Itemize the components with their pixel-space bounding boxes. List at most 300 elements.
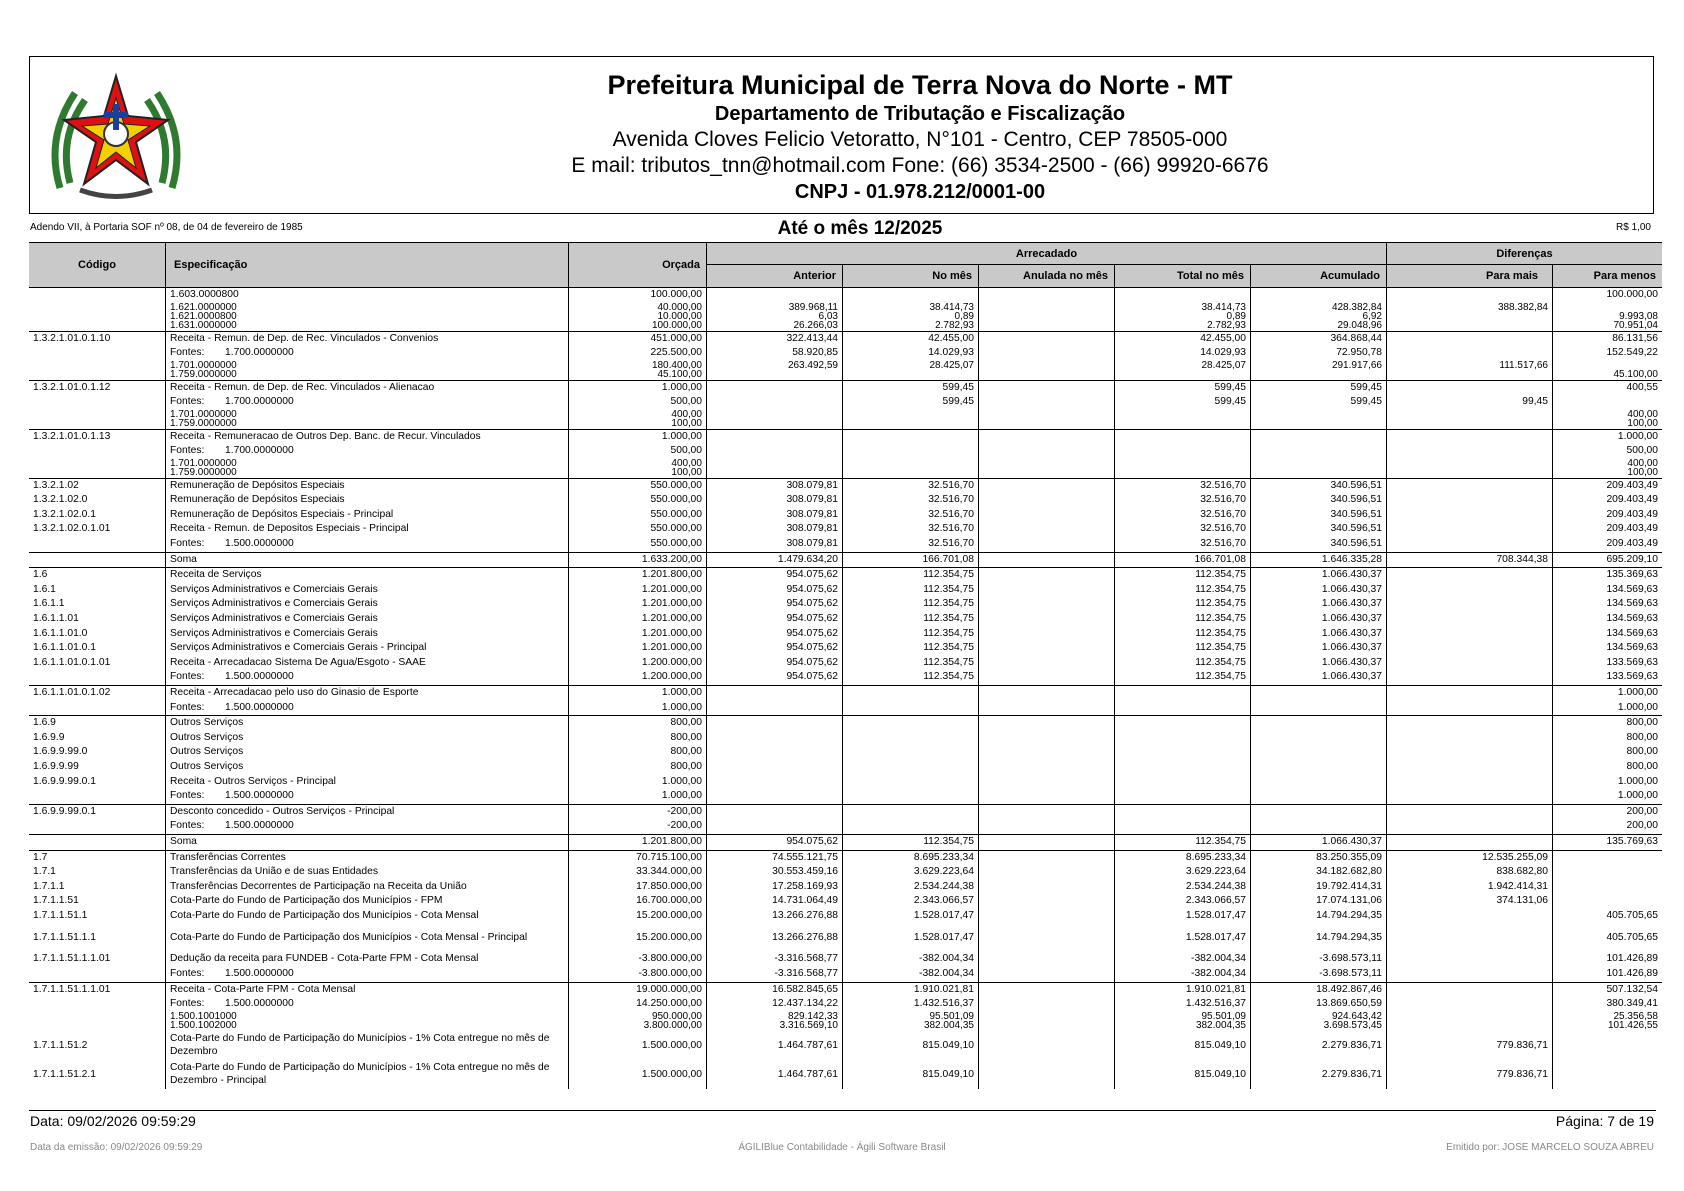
cell-mes: 815.049,10 <box>843 1060 979 1089</box>
table-body <box>29 288 1662 1089</box>
cell-orc: 100,00 <box>569 468 707 477</box>
cell-orc: 800,00 <box>569 760 707 775</box>
cell-cod <box>29 789 166 804</box>
cell-mes: 112.354,75 <box>843 627 979 642</box>
cell-spec: Transferências Correntes <box>166 851 569 866</box>
table-row <box>29 894 1662 909</box>
cell-spec <box>166 670 569 685</box>
table-row <box>29 478 1662 494</box>
cell-pn: 134.569,63 <box>1606 642 1658 654</box>
cell-anu <box>979 612 1115 627</box>
cell-tot: 112.354,75 <box>1115 670 1251 685</box>
cell-cod: 1.7.1.1.51.2.1 <box>29 1060 166 1089</box>
cell-pn: 135.769,63 <box>1606 835 1658 847</box>
cell-tot <box>1115 745 1251 760</box>
cell-orc: 950.000,00 <box>569 1012 707 1021</box>
cell-tot: 1.432.516,37 <box>1115 997 1251 1012</box>
cell-orc: 3.800.000,00 <box>569 1021 707 1030</box>
cell-mes <box>843 288 979 303</box>
cell-ant: 308.079,81 <box>707 537 843 552</box>
cell-tot: 1.528.017,47 <box>1115 923 1251 952</box>
table-row <box>29 552 1662 568</box>
cell-orc: 1.201.000,00 <box>569 641 707 656</box>
cell-ant: 308.079,81 <box>707 493 843 508</box>
cell-tot <box>1115 444 1251 459</box>
cell-orc: 225.500,00 <box>569 346 707 361</box>
cell-pm <box>1387 745 1553 760</box>
cell-ant: 14.731.064,49 <box>707 894 843 909</box>
cell-pm <box>1387 288 1553 303</box>
cell-pm <box>1387 430 1553 445</box>
cell-ant <box>707 760 843 775</box>
cell-mes: 28.425,07 <box>843 361 979 370</box>
table-row <box>29 459 1662 468</box>
cell-pm <box>1387 381 1553 396</box>
cell-tot <box>1115 468 1251 477</box>
table-row <box>29 715 1662 731</box>
cell-anu <box>979 745 1115 760</box>
cell-mes: 32.516,70 <box>843 508 979 523</box>
cell-pn: 133.569,63 <box>1606 671 1658 683</box>
cell-pn: 400,00 <box>1627 409 1658 420</box>
cell-pn: 209.403,49 <box>1606 508 1658 520</box>
cell-cod <box>29 967 166 982</box>
cell-ant: 16.582.845,65 <box>707 983 843 998</box>
cell-tot: 2.343.066,57 <box>1115 894 1251 909</box>
cell-mes <box>843 731 979 746</box>
cell-pn <box>1553 880 1662 895</box>
fontes-label: Fontes: <box>170 998 205 1010</box>
cell-spec: Serviços Administrativos e Comerciais Gerais <box>166 597 569 612</box>
cell-pn: 405.705,65 <box>1606 909 1658 921</box>
cell-ant: 263.492,59 <box>707 361 843 370</box>
cell-pn: 45.100,00 <box>1613 370 1658 380</box>
cell-orc: 70.715.100,00 <box>569 851 707 866</box>
cell-acu: -3.698.573,11 <box>1251 952 1387 967</box>
cell-orc: 1.000,00 <box>569 430 707 445</box>
cell-orc: 550.000,00 <box>569 508 707 523</box>
cell-pm <box>1387 522 1553 537</box>
cell-orc: 1.000,00 <box>569 381 707 396</box>
cell-acu: 34.182.682,80 <box>1251 865 1387 880</box>
cell-pm <box>1387 508 1553 523</box>
cell-pm <box>1387 641 1553 656</box>
cell-acu: 6,92 <box>1251 312 1387 321</box>
cell-acu: 1.066.430,37 <box>1251 835 1387 850</box>
cell-ant <box>707 430 843 445</box>
cell-pn: 400,55 <box>1626 381 1658 393</box>
cell-cod <box>29 321 166 330</box>
cell-pn: 101.426,55 <box>1607 1021 1658 1031</box>
cell-orc: 500,00 <box>569 444 707 459</box>
cell-tot: 382.004,35 <box>1115 1021 1251 1030</box>
col-para-menos: Para menos <box>1593 270 1656 282</box>
cell-anu <box>979 627 1115 642</box>
cell-pn: 380.349,41 <box>1606 998 1658 1010</box>
cell-spec <box>166 444 569 459</box>
department-name: Departamento de Tributação e Fiscalização <box>714 103 1126 125</box>
table-row <box>29 522 1662 537</box>
cell-pn: 100,00 <box>1627 419 1658 429</box>
cell-anu <box>979 553 1115 568</box>
source-code: 1.500.0000000 <box>225 968 294 980</box>
cell-ant: 954.075,62 <box>707 641 843 656</box>
cell-cod: 1.7.1.1.51.1.1.01 <box>29 952 166 967</box>
cell-tot <box>1115 789 1251 804</box>
cell-cod <box>29 346 166 361</box>
cell-pn: 695.209,10 <box>1606 553 1658 565</box>
cell-cod: 1.6.1.1.01.0.1.02 <box>29 686 166 701</box>
cell-orc: 1.201.800,00 <box>569 568 707 583</box>
cell-acu: 1.066.430,37 <box>1251 612 1387 627</box>
cell-pm <box>1387 568 1553 583</box>
cell-pn: 405.705,65 <box>1606 932 1658 944</box>
cell-ant: 3.316.569,10 <box>707 1021 843 1030</box>
revenue-table <box>29 242 1662 1089</box>
cell-cod: 1.7.1.1 <box>29 880 166 895</box>
cell-tot: 112.354,75 <box>1115 568 1251 583</box>
cell-orc: 100,00 <box>569 419 707 428</box>
table-row <box>29 321 1662 330</box>
cell-anu <box>979 835 1115 850</box>
source-code: 1.500.0000000 <box>225 538 294 550</box>
cell-pm <box>1387 716 1553 731</box>
cell-spec: Transferências Decorrentes de Participação na Receita da União <box>166 880 569 895</box>
cell-cod: 1.7 <box>29 851 166 866</box>
table-row <box>29 312 1662 321</box>
cell-orc: -3.800.000,00 <box>569 952 707 967</box>
cell-spec <box>166 701 569 716</box>
cell-cod <box>29 370 166 379</box>
cell-acu <box>1251 686 1387 701</box>
cell-pm <box>1387 459 1553 468</box>
cell-cod <box>29 395 166 410</box>
table-row <box>29 1031 1662 1060</box>
cell-pn <box>1553 1031 1662 1060</box>
cell-orc: -200,00 <box>569 819 707 834</box>
cell-spec: Receita - Arrecadacao pelo uso do Ginasio de Esporte <box>166 686 569 701</box>
table-row <box>29 567 1662 583</box>
cell-acu <box>1251 745 1387 760</box>
cell-spec <box>166 288 569 303</box>
cell-tot <box>1115 716 1251 731</box>
cell-spec: Cota-Parte do Fundo de Participação do Municípios - 1% Cota entregue no mês de Dezembro - Principal <box>166 1060 569 1089</box>
cell-spec <box>166 346 569 361</box>
cell-ant: 308.079,81 <box>707 508 843 523</box>
cell-anu <box>979 410 1115 419</box>
cell-anu <box>979 909 1115 924</box>
contact-info: E mail: tributos_tnn@hotmail.com Fone: (66) 3534-2500 - (66) 99920-6676 <box>571 154 1269 177</box>
cell-spec: Receita - Remun. de Dep. de Rec. Vinculados - Convenios <box>166 332 569 347</box>
cell-mes: 2.782,93 <box>843 321 979 330</box>
fontes-label: Fontes: <box>170 671 205 683</box>
cell-pm: 374.131,06 <box>1387 894 1553 909</box>
cell-mes <box>843 716 979 731</box>
col-especificacao: Especificação <box>166 243 569 287</box>
cell-acu <box>1251 819 1387 834</box>
cell-acu: 3.698.573,45 <box>1251 1021 1387 1030</box>
cell-anu <box>979 583 1115 598</box>
cell-orc: 180.400,00 <box>569 361 707 370</box>
cell-mes: 112.354,75 <box>843 583 979 598</box>
cell-pn: 209.403,49 <box>1606 479 1658 491</box>
cell-mes <box>843 745 979 760</box>
cell-tot: 2.782,93 <box>1115 321 1251 330</box>
cell-tot: 32.516,70 <box>1115 537 1251 552</box>
table-row <box>29 597 1662 612</box>
cell-orc: 15.200.000,00 <box>569 909 707 924</box>
cell-mes: 382.004,35 <box>843 1021 979 1030</box>
currency-unit: R$ 1,00 <box>1615 222 1651 233</box>
col-orcada: Orçada <box>569 243 707 287</box>
cell-orc: 1.000,00 <box>569 789 707 804</box>
cell-tot: 599,45 <box>1115 381 1251 396</box>
cell-cod: 1.6.1.1.01.0 <box>29 627 166 642</box>
cell-mes: 112.354,75 <box>843 612 979 627</box>
cell-orc: 400,00 <box>569 410 707 419</box>
cell-orc: -200,00 <box>569 805 707 820</box>
cell-pn <box>1553 361 1662 370</box>
cell-pm <box>1387 731 1553 746</box>
cell-tot: 32.516,70 <box>1115 493 1251 508</box>
cell-mes: 42.455,00 <box>843 332 979 347</box>
cell-orc: 1.000,00 <box>569 686 707 701</box>
cell-cod: 1.6.1 <box>29 583 166 598</box>
cell-spec: Receita - Remuneracao de Outros Dep. Banc. de Recur. Vinculados <box>166 430 569 445</box>
cell-anu <box>979 819 1115 834</box>
source-code: 1.701.0000000 <box>170 360 237 371</box>
cell-acu: 18.492.867,46 <box>1251 983 1387 998</box>
cell-spec: Serviços Administrativos e Comerciais Gerais <box>166 627 569 642</box>
cell-cod: 1.6.1.1 <box>29 597 166 612</box>
cell-mes: 599,45 <box>843 395 979 410</box>
cell-acu: 83.250.355,09 <box>1251 851 1387 866</box>
cell-orc: 1.201.000,00 <box>569 583 707 598</box>
cell-tot: 112.354,75 <box>1115 627 1251 642</box>
cell-spec: Remuneração de Depósitos Especiais - Principal <box>166 508 569 523</box>
cell-pm <box>1387 789 1553 804</box>
col-anterior: Anterior <box>707 265 843 287</box>
cell-tot: 112.354,75 <box>1115 597 1251 612</box>
cell-ant: 389.968,11 <box>707 303 843 312</box>
cell-mes: 1.528.017,47 <box>843 909 979 924</box>
cell-pm <box>1387 537 1553 552</box>
cell-orc: 800,00 <box>569 716 707 731</box>
cell-spec <box>166 303 569 312</box>
cell-anu <box>979 923 1115 952</box>
table-row <box>29 583 1662 598</box>
cell-pn: 400,00 <box>1627 458 1658 469</box>
cell-pm <box>1387 760 1553 775</box>
cell-acu: 1.066.430,37 <box>1251 568 1387 583</box>
cell-orc: 14.250.000,00 <box>569 997 707 1012</box>
cell-ant <box>707 789 843 804</box>
portaria-reference: Adendo VII, à Portaria SOF nº 08, de 04 de fevereiro de 1985 <box>30 222 303 233</box>
cell-orc: 1.500.000,00 <box>569 1060 707 1089</box>
cell-cod: 1.6.9.9.99.0 <box>29 745 166 760</box>
cell-cod: 1.7.1.1.51.2 <box>29 1031 166 1060</box>
cell-cod <box>29 419 166 428</box>
cell-tot <box>1115 410 1251 419</box>
cell-mes <box>843 686 979 701</box>
cell-pm <box>1387 835 1553 850</box>
fontes-label: Fontes: <box>170 820 205 832</box>
cell-acu: 364.868,44 <box>1251 332 1387 347</box>
cell-tot: 8.695.233,34 <box>1115 851 1251 866</box>
source-code: 1.700.0000000 <box>225 347 294 359</box>
cell-anu <box>979 522 1115 537</box>
cell-mes: 112.354,75 <box>843 597 979 612</box>
cell-tot: 2.534.244,38 <box>1115 880 1251 895</box>
cell-acu: 14.794.294,35 <box>1251 909 1387 924</box>
cell-mes: 95.501,09 <box>843 1012 979 1021</box>
table-row <box>29 670 1662 685</box>
col-no-mes: No mês <box>843 265 979 287</box>
cell-anu <box>979 760 1115 775</box>
cell-tot: 42.455,00 <box>1115 332 1251 347</box>
cell-anu <box>979 731 1115 746</box>
cell-cod <box>29 537 166 552</box>
cell-acu <box>1251 370 1387 379</box>
cell-tot: 112.354,75 <box>1115 835 1251 850</box>
cell-pn: 209.403,49 <box>1606 523 1658 535</box>
cell-pn: 152.549,22 <box>1606 347 1658 359</box>
cell-pn: 200,00 <box>1626 805 1658 817</box>
cell-tot: -382.004,34 <box>1115 967 1251 982</box>
cell-ant <box>707 819 843 834</box>
cell-anu <box>979 312 1115 321</box>
cell-pn: 1.000,00 <box>1617 775 1658 787</box>
table-row <box>29 288 1662 303</box>
cell-tot: 32.516,70 <box>1115 508 1251 523</box>
source-code: 1.700.0000000 <box>225 445 294 457</box>
source-code: 1.500.0000000 <box>225 671 294 683</box>
cell-tot <box>1115 430 1251 445</box>
cell-orc: 1.200.000,00 <box>569 670 707 685</box>
cell-pm <box>1387 583 1553 598</box>
cell-orc: 33.344.000,00 <box>569 865 707 880</box>
cell-tot: 0,89 <box>1115 312 1251 321</box>
table-row <box>29 997 1662 1012</box>
cell-pm <box>1387 701 1553 716</box>
cell-spec: Outros Serviços <box>166 745 569 760</box>
cell-orc: 1.500.000,00 <box>569 1031 707 1060</box>
cell-pn: 800,00 <box>1626 746 1658 758</box>
cell-cod <box>29 410 166 419</box>
cell-anu <box>979 983 1115 998</box>
cell-tot <box>1115 288 1251 303</box>
cell-mes <box>843 468 979 477</box>
cell-cod: 1.6 <box>29 568 166 583</box>
cell-acu: 13.869.650,59 <box>1251 997 1387 1012</box>
cell-acu: 1.066.430,37 <box>1251 583 1387 598</box>
cell-spec: Receita - Outros Serviços - Principal <box>166 775 569 790</box>
cell-pm <box>1387 819 1553 834</box>
cell-anu <box>979 1021 1115 1030</box>
cell-pn: 134.569,63 <box>1606 598 1658 610</box>
cell-pm <box>1387 656 1553 671</box>
cell-anu <box>979 303 1115 312</box>
fontes-label: Fontes: <box>170 790 205 802</box>
cell-ant: 308.079,81 <box>707 522 843 537</box>
cell-pn <box>1553 303 1662 312</box>
cell-spec: Outros Serviços <box>166 731 569 746</box>
source-code: 1.701.0000000 <box>170 458 237 469</box>
source-code: 1.500.0000000 <box>225 701 294 713</box>
cell-spec <box>166 819 569 834</box>
cell-pm <box>1387 923 1553 952</box>
cell-pn: 70.951,04 <box>1613 321 1658 331</box>
cell-anu <box>979 701 1115 716</box>
table-row <box>29 982 1662 998</box>
cell-spec: Soma <box>166 553 569 568</box>
cell-spec: Desconto concedido - Outros Serviços - Principal <box>166 805 569 820</box>
cell-ant: 308.079,81 <box>707 479 843 494</box>
table-row <box>29 685 1662 701</box>
page-number: Página: 7 de 19 <box>1555 1113 1654 1129</box>
cell-mes <box>843 444 979 459</box>
cell-ant <box>707 775 843 790</box>
cell-orc: -3.800.000,00 <box>569 967 707 982</box>
emitted-by: Emitido por: JOSE MARCELO SOUZA ABREU <box>1446 1142 1654 1153</box>
source-code: 1.759.0000000 <box>170 468 237 478</box>
cell-pn <box>1553 894 1662 909</box>
cell-acu: 924.643,42 <box>1251 1012 1387 1021</box>
cell-pn: 200,00 <box>1626 820 1658 832</box>
cell-cod <box>29 1012 166 1021</box>
cell-tot <box>1115 760 1251 775</box>
cell-pm <box>1387 612 1553 627</box>
cell-pm <box>1387 805 1553 820</box>
cell-spec <box>166 537 569 552</box>
cell-orc: 45.100,00 <box>569 370 707 379</box>
cell-pm <box>1387 967 1553 982</box>
cell-acu <box>1251 701 1387 716</box>
cell-cod: 1.3.2.1.01.0.1.12 <box>29 381 166 396</box>
cell-spec <box>166 312 569 321</box>
cell-acu: 340.596,51 <box>1251 508 1387 523</box>
cell-orc: 550.000,00 <box>569 493 707 508</box>
cell-acu <box>1251 468 1387 477</box>
cell-tot <box>1115 819 1251 834</box>
cell-ant: 954.075,62 <box>707 612 843 627</box>
cell-anu <box>979 894 1115 909</box>
cell-pm <box>1387 312 1553 321</box>
source-code: 1.701.0000000 <box>170 409 237 420</box>
cell-ant <box>707 745 843 760</box>
cell-acu <box>1251 731 1387 746</box>
municipal-coat-of-arms-logo <box>40 68 192 208</box>
cell-ant: 954.075,62 <box>707 835 843 850</box>
cell-spec: Remuneração de Depósitos Especiais <box>166 479 569 494</box>
cell-pn: 507.132,54 <box>1606 983 1658 995</box>
prefeitura-title: Prefeitura Municipal de Terra Nova do Norte - MT <box>607 70 1233 100</box>
cell-orc: 17.850.000,00 <box>569 880 707 895</box>
cell-pm: 111.517,66 <box>1387 361 1553 370</box>
cell-pn: 25.356,58 <box>1613 1011 1658 1022</box>
cell-mes: 112.354,75 <box>843 670 979 685</box>
cell-mes: 166.701,08 <box>843 553 979 568</box>
cell-cod: 1.6.1.1.01.0.1.01 <box>29 656 166 671</box>
table-row <box>29 967 1662 982</box>
cell-orc: 800,00 <box>569 745 707 760</box>
cell-mes: 2.534.244,38 <box>843 880 979 895</box>
address: Avenida Cloves Felicio Vetoratto, N°101 - Centro, CEP 78505-000 <box>612 128 1228 151</box>
cell-mes: 3.629.223,64 <box>843 865 979 880</box>
cell-anu <box>979 1060 1115 1089</box>
cell-pn <box>1553 851 1662 866</box>
cell-ant <box>707 444 843 459</box>
